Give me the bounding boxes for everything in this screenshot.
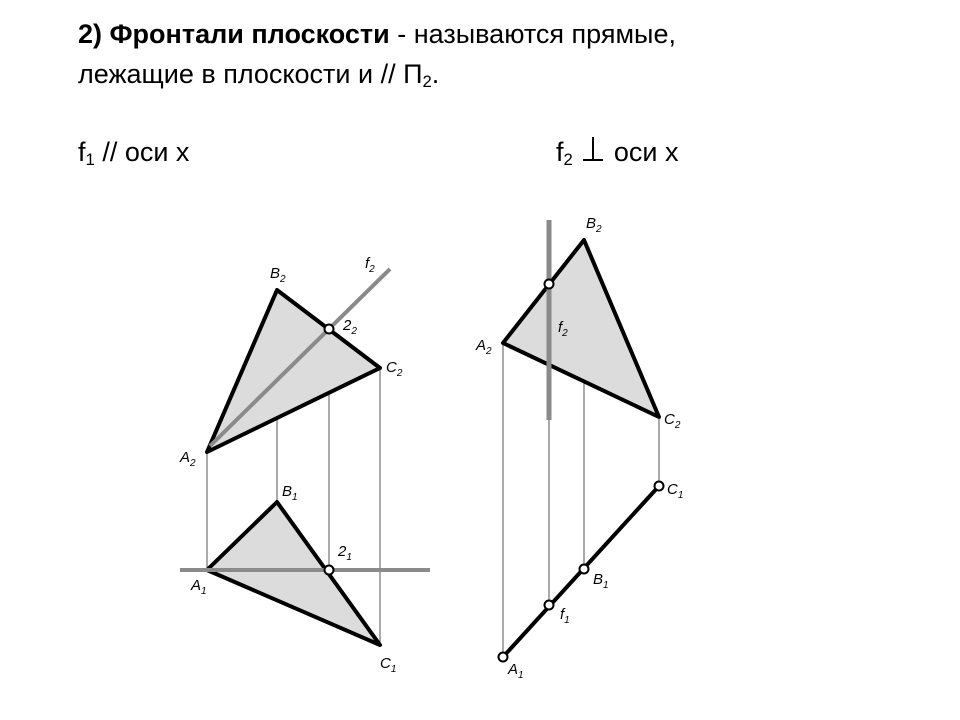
label-a2: $A_2$ [476, 337, 492, 357]
heading-term: 2) Фронтали плоскости [78, 19, 390, 49]
point-on-b2 [545, 280, 554, 289]
label-2-1: $2_1$ [338, 543, 352, 563]
formula-left-base: f [78, 137, 86, 167]
triangle-front-projection [503, 240, 659, 417]
label-b2: $B_2$ [586, 215, 602, 235]
heading-rest: - называются прямые, [389, 19, 676, 49]
point-f1 [545, 601, 554, 610]
label-a2: $A_2$ [180, 449, 196, 469]
label-f2: $f_2$ [558, 319, 568, 339]
label-2-2: $2_2$ [343, 317, 357, 337]
label-a1: $A_1$ [508, 661, 524, 681]
label-c1: $C_1$ [380, 655, 397, 675]
label-c1: $C_1$ [667, 481, 684, 501]
label-f2: $f_2$ [365, 255, 375, 275]
point-c1 [655, 482, 664, 491]
triangle-front-projection [207, 290, 380, 452]
label-b2: $B_2$ [270, 265, 286, 285]
label-b1: $B_1$ [282, 483, 298, 503]
label-c2: $C_2$ [386, 359, 403, 379]
label-a1: $A_1$ [191, 577, 207, 597]
formula-right-rest: оси x [606, 137, 679, 167]
point-2-2 [325, 325, 334, 334]
right-figure [475, 215, 683, 681]
left-figure [179, 255, 430, 675]
formula-right-base: f [556, 137, 564, 167]
label-c2: $C_2$ [664, 411, 681, 431]
formula-left-rest: // оси x [94, 137, 190, 167]
triangle-top-projection [207, 502, 380, 645]
heading-line2-end: . [431, 59, 440, 89]
heading-line2-sub: 2 [422, 72, 432, 92]
point-2-1 [325, 566, 334, 575]
formula-right-sub: 2 [563, 150, 573, 170]
formula-left-sub: 1 [85, 150, 95, 170]
point-b1 [580, 565, 589, 574]
heading-line2: лежащие в плоскости и // П [78, 59, 423, 89]
label-b1: $B_1$ [593, 571, 609, 591]
label-f1: $f_1$ [560, 606, 570, 626]
point-a1 [499, 653, 508, 662]
